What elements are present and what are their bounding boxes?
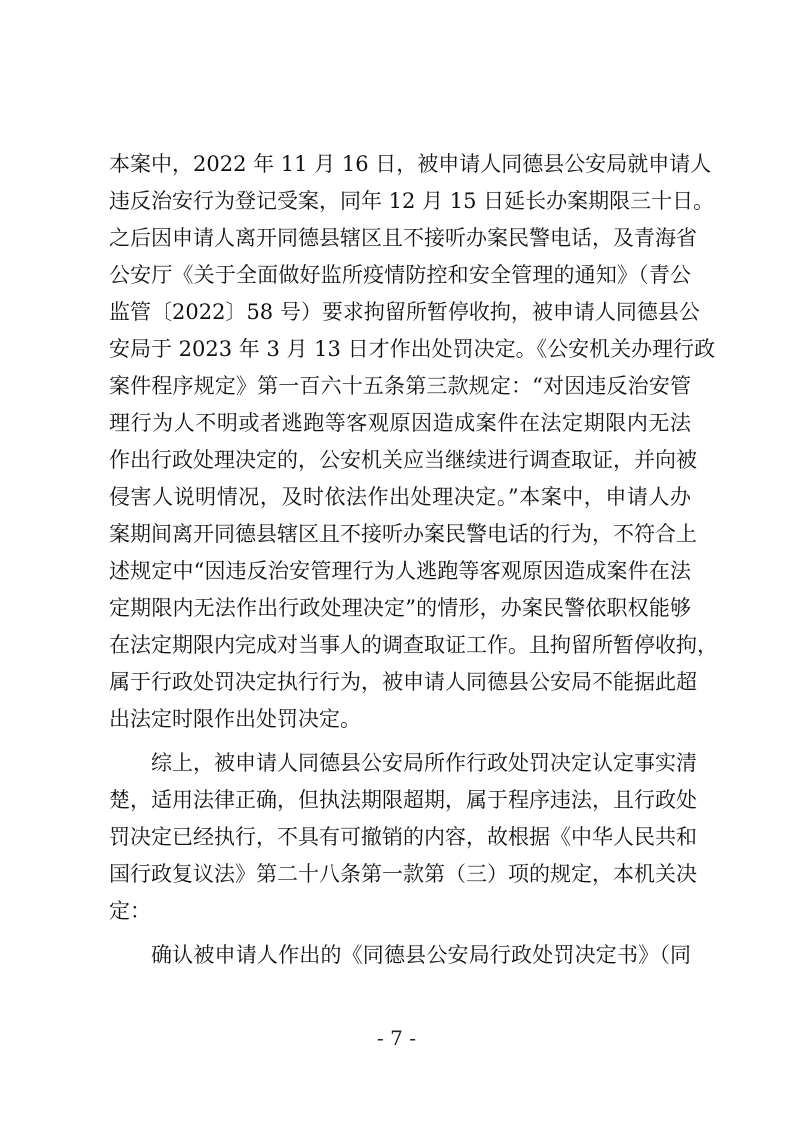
text-line: 确认被申请人作出的《同德县公安局行政处罚决定书》（同	[151, 943, 691, 967]
text-line: 之后因申请人离开同德县辖区且不接听办案民警电话，及青海省	[109, 226, 697, 250]
document-body	[109, 146, 718, 974]
text-line: 属于行政处罚决定执行行为，被申请人同德县公安局不能据此超	[109, 670, 697, 694]
text-line: 案件程序规定》第一百六十五条第三款规定：“对因违反治安管	[109, 374, 691, 398]
text-line: 侵害人说明情况，及时依法作出处理决定。”本案中，申请人办	[109, 485, 691, 509]
text-line: 监管〔2022〕58 号）要求拘留所暂停收拘，被申请人同德县公	[109, 300, 700, 324]
text-line: 作出行政处理决定的，公安机关应当继续进行调查取证，并向被	[109, 448, 697, 472]
text-line: 定期限内无法作出行政处理决定”的情形，办案民警依职权能够	[109, 596, 691, 620]
text-line: 本案中，2022 年 11 月 16 日，被申请人同德县公安局就申请人	[109, 152, 712, 176]
text-line: 在法定期限内完成对当事人的调查取证工作。且拘留所暂停收拘，	[109, 633, 718, 657]
text-line: 国行政复议法》第二十八条第一款第（三）项的规定，本机关决	[109, 862, 697, 886]
paragraph-decision	[109, 937, 691, 974]
text-line: 罚决定已经执行，不具有可撤销的内容，故根据《中华人民共和	[109, 825, 697, 849]
text-line: 公安厅《关于全面做好监所疫情防控和安全管理的通知》（青公	[109, 263, 691, 287]
text-line: 案期间离开同德县辖区且不接听办案民警电话的行为，不符合上	[109, 522, 697, 546]
text-line: 楚，适用法律正确，但执法期限超期，属于程序违法，且行政处	[109, 788, 697, 812]
text-line: 安局于 2023 年 3 月 13 日才作出处罚决定。《公安机关办理行政	[109, 337, 716, 361]
text-line: 违反治安行为登记受案，同年 12 月 15 日延长办案期限三十日。	[109, 189, 715, 213]
paragraph-gap	[109, 930, 691, 937]
text-line: 出法定时限作出处罚决定。	[109, 707, 361, 731]
paragraph-case-facts	[109, 146, 718, 738]
text-line: 述规定中“因违反治安管理行为人逃跑等客观原因造成案件在法	[109, 559, 691, 583]
page-number: - 7 -	[377, 1026, 416, 1050]
paragraph-conclusion	[109, 745, 697, 930]
text-line: 理行为人不明或者逃跑等客观原因造成案件在法定期限内无法	[109, 411, 691, 435]
text-line: 综上，被申请人同德县公安局所作行政处罚决定认定事实清	[151, 751, 697, 775]
paragraph-gap	[109, 738, 691, 745]
text-line: 定：	[109, 899, 151, 923]
